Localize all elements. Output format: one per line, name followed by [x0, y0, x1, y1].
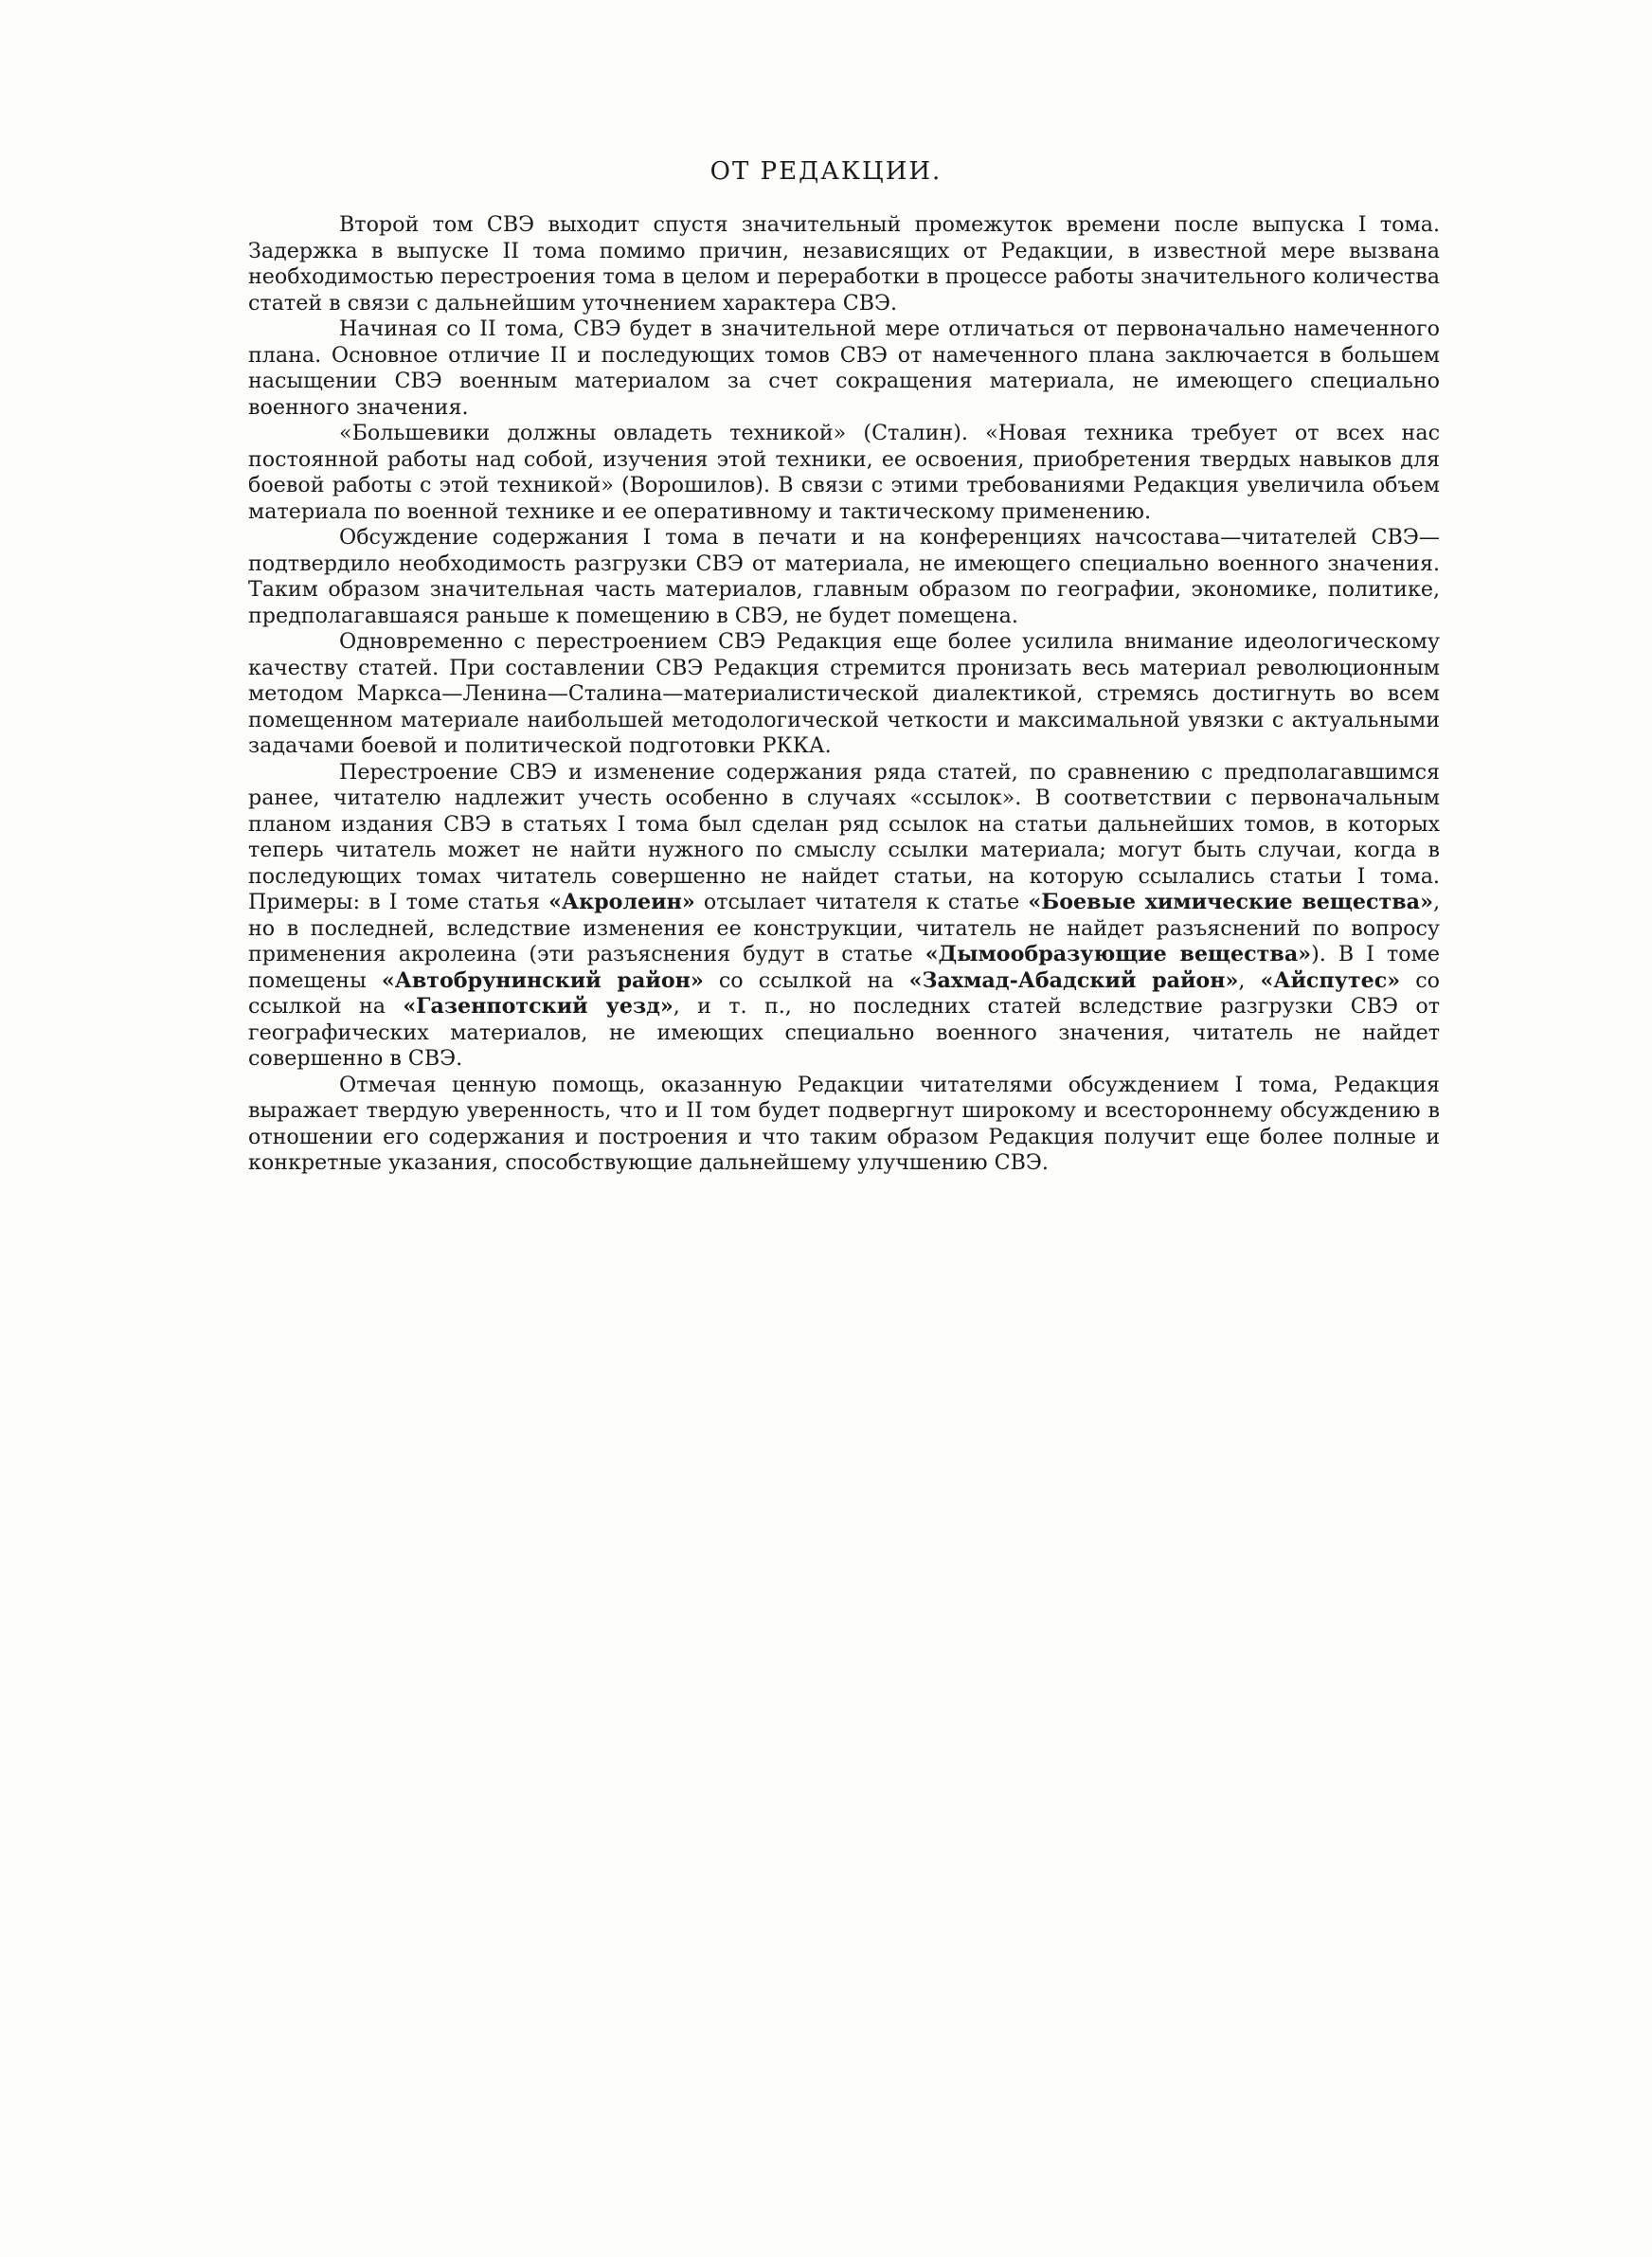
text-run: Обсуждение содержания I тома в печати и на конференциях начсостава—читателей СВЭ—подтвердило необходимость разгрузки СВЭ от материала, не имеющего специально военного значения. Таким образом значительная часть материалов, главным образом по географии, экономике, политике, предполагавшаяся раньше к помещению в СВЭ, не будет помещена. [248, 525, 1440, 628]
paragraph [248, 212, 1440, 316]
text-run: ). В I томе помещены [248, 942, 1441, 993]
document-body [248, 212, 1440, 1177]
text-run: со ссылкой на [248, 967, 1441, 1019]
article-reference: «Захмад-Абадский район» [908, 967, 1239, 993]
text-run: отсылает читателя к статье [694, 890, 1029, 914]
text-run: Отмечая ценную помощь, оказанную Редакции читателями обсуждением I тома, Редакция выражает твердую уверенность, что и II том будет подвергнут широкому и всестороннему обсуждению в отношении его содержания и построения и что таким образом Редакция получит еще более полные и конкретные указания, способствующие дальнейшему улучшению СВЭ. [248, 1072, 1440, 1175]
page-title: ОТ РЕДАКЦИИ. [709, 157, 943, 186]
paragraph [248, 525, 1440, 629]
text-run: Перестроение СВЭ и изменение содержания ряда статей, по сравнению с предполагавшимся ранее, читателю надлежит учесть особенно в случаях «ссылок». В соответствии с первоначальным планом издания СВЭ в статьях I тома был сделан ряд ссылок на статьи дальнейших томов, в которых теперь читатель может не найти нужного по смыслу ссылки материала; могут быть случаи, когда в последующих томах читатель совершенно не найдет статьи, на которую ссылались статьи I тома. Примеры: в I томе статья [248, 759, 1440, 914]
article-reference: «Акролеин» [548, 890, 695, 914]
article-reference: «Газенпотский уезд» [403, 994, 673, 1019]
article-reference: «Боевые химические вещества» [1028, 890, 1433, 914]
text-run: Одновременно с перестроением СВЭ Редакция еще более усилила внимание идеологическому качеству статей. При составлении СВЭ Редакция стремится пронизать весь материал революционным методом Маркса—Ленина—Сталина—материалистической диалектикой, стремясь достигнуть во всем помещенном материале наибольшей методологической четкости и максимальной увязки с актуальными задачами боевой и политической подготовки РККА. [248, 629, 1440, 758]
text-run: «Большевики должны овладеть техникой» (Сталин). «Новая техника требует от всех нас постоянной работы над собой, изучения этой техники, ее освоения, приобретения твердых навыков для боевой работы с этой техникой» (Ворошилов). В связи с этими требованиями Редакция увеличила объем материала по военной технике и ее оперативному и тактическому применению. [248, 421, 1440, 524]
paragraph [248, 316, 1440, 421]
article-reference: «Айспутес» [1260, 967, 1401, 993]
text-run: , и т. п., но последних статей вследствие разгрузки СВЭ от географических материалов, не имеющих специально военного значения, читатель не найдет совершенно в СВЭ. [248, 994, 1440, 1071]
text-run: Второй том СВЭ выходит спустя значительный промежуток времени после выпуска I тома. Задержка в выпуске II тома помимо причин, независящих от Редакции, в известной мере вызвана необходимостью перестроения тома в целом и переработки в процессе работы значительного количества статей в связи с дальнейшим уточнением характера СВЭ. [248, 212, 1440, 316]
article-reference: «Автобрунинский район» [381, 967, 704, 993]
text-run: со ссылкой на [703, 967, 909, 993]
paragraph [248, 421, 1440, 525]
paragraph [248, 760, 1440, 1073]
text-run: , [1238, 967, 1261, 993]
text-run: Начиная со II тома, СВЭ будет в значительной мере отличаться от первоначально намеченного плана. Основное отличие II и последующих томов СВЭ от намеченного плана заключается в большем насыщении СВЭ военным материалом за счет сокращения материала, не имеющего специально военного значения. [248, 316, 1440, 420]
paragraph [248, 1073, 1440, 1177]
text-run: , но в последней, вследствие изменения ее конструкции, читатель не найдет разъяснений по вопросу применения акролеина (эти разъяснения будут в статье [248, 890, 1440, 966]
paragraph [248, 629, 1440, 760]
article-reference: «Дымообразующие вещества» [925, 942, 1312, 966]
